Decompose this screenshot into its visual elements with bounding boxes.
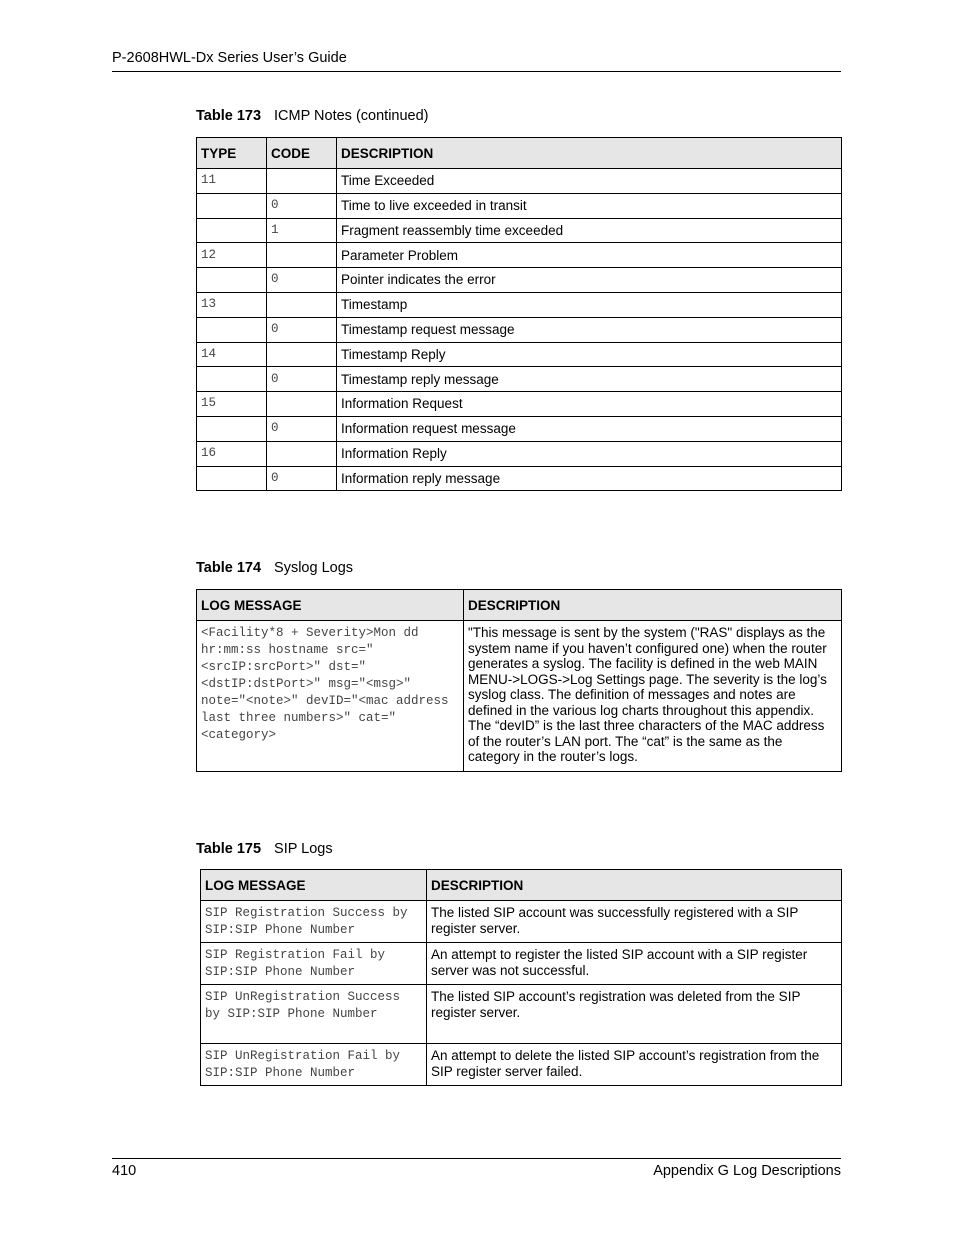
table-174-title: Syslog Logs — [274, 560, 354, 576]
description-cell: Pointer indicates the error — [337, 268, 842, 293]
code-cell — [267, 169, 337, 194]
table-row — [197, 169, 842, 194]
table-header-row — [197, 590, 842, 621]
table-header-row — [201, 870, 842, 901]
table-173-title: ICMP Notes (continued) — [274, 108, 429, 124]
type-cell: 15 — [197, 392, 267, 417]
code-cell — [267, 292, 337, 317]
log-message-cell: SIP Registration Fail by SIP:SIP Phone Number — [201, 943, 427, 985]
type-cell — [197, 416, 267, 441]
log-message-cell: SIP Registration Success by SIP:SIP Phone Number — [201, 901, 427, 943]
type-cell — [197, 367, 267, 392]
column-header-type: TYPE — [197, 138, 267, 169]
description-cell: Timestamp Reply — [337, 342, 842, 367]
description-cell: Fragment reassembly time exceeded — [337, 218, 842, 243]
table-row — [197, 441, 842, 466]
type-cell: 14 — [197, 342, 267, 367]
code-cell — [267, 342, 337, 367]
type-cell: 11 — [197, 169, 267, 194]
table-row — [197, 367, 842, 392]
type-cell — [197, 268, 267, 293]
table-row — [201, 985, 842, 1044]
table-174-caption — [196, 560, 353, 576]
table-row — [197, 292, 842, 317]
table-174-label: Table 174 — [196, 560, 262, 576]
table-row — [197, 218, 842, 243]
sip-logs-table — [200, 869, 842, 1086]
description-cell: Timestamp reply message — [337, 367, 842, 392]
column-header-code: CODE — [267, 138, 337, 169]
description-cell: Information Request — [337, 392, 842, 417]
type-cell: 12 — [197, 243, 267, 268]
type-cell: 16 — [197, 441, 267, 466]
code-cell: 1 — [267, 218, 337, 243]
description-cell: Time Exceeded — [337, 169, 842, 194]
code-cell: 0 — [267, 466, 337, 491]
description-cell: Timestamp request message — [337, 317, 842, 342]
type-cell — [197, 317, 267, 342]
column-header-description: DESCRIPTION — [427, 870, 842, 901]
description-cell: Information Reply — [337, 441, 842, 466]
code-cell — [267, 392, 337, 417]
description-cell: Information request message — [337, 416, 842, 441]
page-number: 410 — [112, 1163, 137, 1179]
table-173-caption — [196, 108, 429, 124]
page-header — [112, 50, 841, 72]
guide-title: P-2608HWL-Dx Series User’s Guide — [112, 50, 347, 66]
description-cell: Information reply message — [337, 466, 842, 491]
type-cell: 13 — [197, 292, 267, 317]
column-header-log-message: LOG MESSAGE — [201, 870, 427, 901]
code-cell: 0 — [267, 268, 337, 293]
table-row — [197, 466, 842, 491]
code-cell — [267, 243, 337, 268]
log-message-cell: SIP UnRegistration Fail by SIP:SIP Phone Number — [201, 1044, 427, 1086]
table-row — [197, 416, 842, 441]
table-173-label: Table 173 — [196, 108, 262, 124]
description-cell: The listed SIP account’s registration was deleted from the SIP register server. — [427, 985, 842, 1044]
description-cell: The listed SIP account was successfully registered with a SIP register server. — [427, 901, 842, 943]
icmp-notes-table — [196, 137, 842, 491]
table-175-title: SIP Logs — [274, 841, 333, 857]
log-message-cell: SIP UnRegistration Success by SIP:SIP Phone Number — [201, 985, 427, 1044]
log-message-cell: <Facility*8 + Severity>Mon dd hr:mm:ss hostname src="<srcIP:srcPort>" dst="<dstIP:dstPort>" msg="<msg>" note="<note>" devID="<mac address last three numbers>" cat="<category> — [197, 621, 464, 772]
code-cell: 0 — [267, 416, 337, 441]
code-cell: 0 — [267, 317, 337, 342]
table-row — [201, 1044, 842, 1086]
column-header-description: DESCRIPTION — [464, 590, 842, 621]
section-title: Appendix G Log Descriptions — [653, 1163, 841, 1179]
description-cell: "This message is sent by the system ("RAS" displays as the system name if you haven’t configured one) when the router generates a syslog. The facility is defined in the web MAIN MENU->LOGS->Log Settings page. The severity is the log’s syslog class. The definition of messages and notes are defined in the various log charts throughout this appendix. The “devID” is the last three characters of the MAC address of the router’s LAN port. The “cat” is the same as the category in the router’s logs. — [464, 621, 842, 772]
column-header-description: DESCRIPTION — [337, 138, 842, 169]
code-cell: 0 — [267, 193, 337, 218]
type-cell — [197, 193, 267, 218]
table-175-label: Table 175 — [196, 841, 262, 857]
description-cell: Time to live exceeded in transit — [337, 193, 842, 218]
table-row — [197, 268, 842, 293]
table-row — [197, 621, 842, 772]
table-175-caption — [196, 841, 333, 857]
table-header-row — [197, 138, 842, 169]
description-cell: An attempt to delete the listed SIP account’s registration from the SIP register server failed. — [427, 1044, 842, 1086]
description-cell: An attempt to register the listed SIP account with a SIP register server was not successful. — [427, 943, 842, 985]
page-footer — [112, 1158, 841, 1179]
code-cell — [267, 441, 337, 466]
type-cell — [197, 218, 267, 243]
table-row — [197, 243, 842, 268]
table-row — [197, 342, 842, 367]
table-row — [197, 193, 842, 218]
table-row — [197, 317, 842, 342]
table-row — [197, 392, 842, 417]
type-cell — [197, 466, 267, 491]
description-cell: Timestamp — [337, 292, 842, 317]
syslog-logs-table — [196, 589, 842, 772]
description-cell: Parameter Problem — [337, 243, 842, 268]
column-header-log-message: LOG MESSAGE — [197, 590, 464, 621]
table-row — [201, 943, 842, 985]
table-row — [201, 901, 842, 943]
code-cell: 0 — [267, 367, 337, 392]
